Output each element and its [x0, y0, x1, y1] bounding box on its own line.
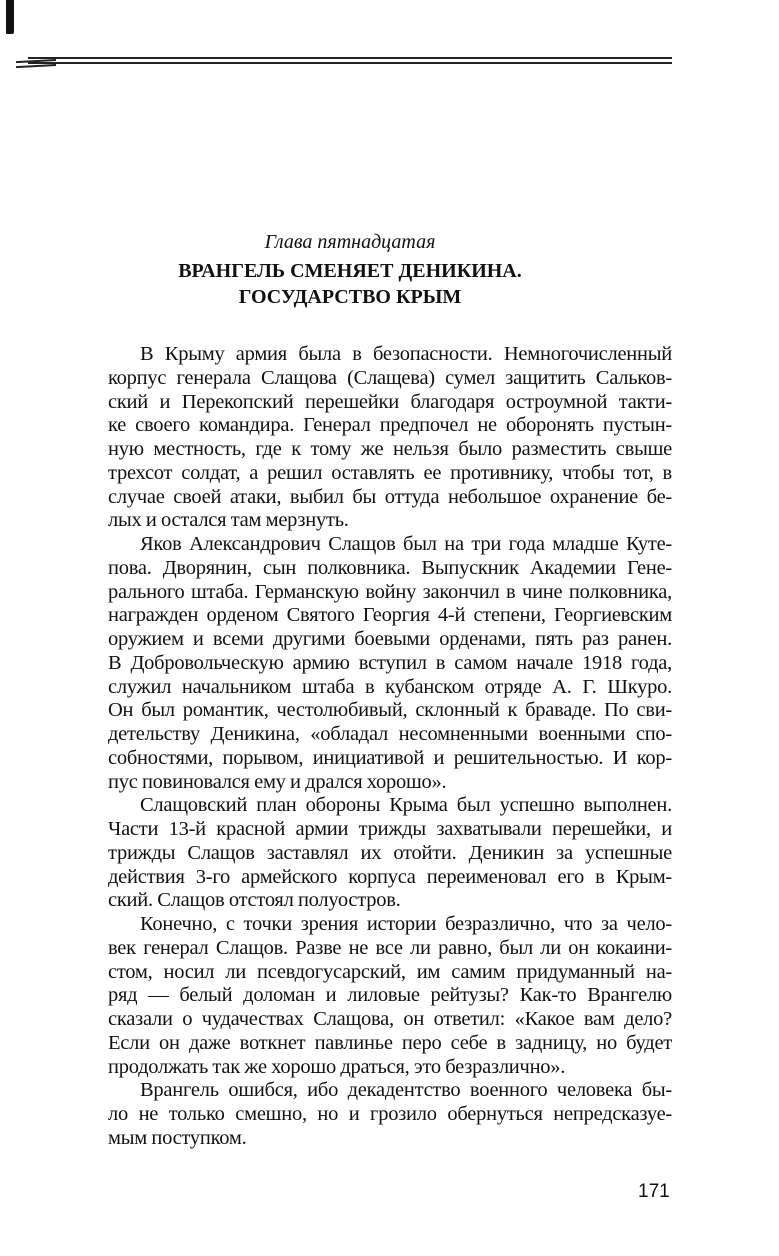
text-line: век генерал Слащов. Разве не все ли равно, был ли он кокаини- — [108, 936, 672, 959]
scan-edge-mark — [6, 0, 14, 34]
text-line: пова. Дворянин, сын полковника. Выпускник Академии Гене- — [108, 556, 672, 579]
text-line: награжден орденом Святого Георгия 4-й степени, Георгиевским — [108, 604, 672, 627]
text-line: лых и остался там мерзнуть. — [108, 509, 349, 532]
text-line: стом, носил ли псевдогусарский, им самим придуманный на- — [108, 960, 672, 983]
text-line: оружием и всеми другими боевыми орденами, пять раз ранен. — [108, 628, 672, 650]
text-line: Яков Александрович Слащов был на три года младше Куте- — [140, 533, 672, 555]
text-line: ряд — белый доломан и лиловые рейтузы? Как-то Врангелю — [108, 984, 672, 1007]
chapter-title — [0, 258, 700, 310]
text-line: ло не только смешно, но и грозило обернуться непредсказуе- — [108, 1103, 672, 1125]
header-rule-top — [28, 57, 672, 59]
chapter-title-line: ГОСУДАРСТВО КРЫМ — [238, 286, 462, 308]
text-line: Врангель ошибся, ибо декадентство военного человека бы- — [140, 1079, 672, 1102]
text-line: продолжать так же хорошо драться, это безразлично». — [108, 1055, 566, 1078]
text-line: детельству Деникина, «обладал несомненными военными спо- — [108, 723, 672, 745]
text-line: ную местность, где к тому же нельзя было разместить свыше — [108, 438, 672, 460]
text-line: пус повиновался ему и дрался хорошо». — [108, 770, 447, 793]
text-line: Конечно, с точки зрения истории безразлично, что за чело- — [140, 913, 672, 935]
text-line: Слащовский план обороны Крыма был успешно выполнен. — [140, 794, 672, 817]
paragraph — [108, 794, 672, 913]
text-line: трижды Слащов заставлял их отойти. Деникин за успешные — [108, 841, 672, 864]
text-line: сказали о чудачествах Слащова, он ответил: «Какое вам дело? — [108, 1008, 672, 1030]
text-line: Он был романтик, честолюбивый, склонный к браваде. По сви- — [108, 699, 672, 722]
text-line: ский. Слащов отстоял полуостров. — [108, 889, 401, 912]
text-line: собностями, порывом, инициативой и решительностью. И кор- — [108, 746, 672, 769]
text-line: Части 13-й красной армии трижды захватывали перешейки, и — [108, 818, 672, 840]
header-rule-bottom — [28, 62, 672, 64]
text-line: корпус генерала Слащова (Слащева) сумел защитить Сальков- — [108, 366, 672, 389]
paragraph — [108, 533, 672, 794]
text-line: трехсот солдат, а решил оставлять ее противнику, чтобы тот, в — [108, 461, 672, 484]
text-line: В Крыму армия была в безопасности. Немногочисленный — [140, 343, 672, 365]
text-line: случае своей атаки, выбил бы оттуда небольшое охранение бе- — [108, 485, 672, 508]
text-line: мым поступком. — [108, 1126, 247, 1149]
paragraph — [108, 1079, 672, 1150]
text-line: рального штаба. Германскую войну закончил в чине полковника, — [108, 580, 672, 603]
chapter-title-line: ВРАНГЕЛЬ СМЕНЯЕТ ДЕНИКИНА. — [178, 260, 522, 282]
text-line: ке своего командира. Генерал предпочел не оборонять пустын- — [108, 414, 672, 437]
text-line: действия 3-го армейского корпуса переименовал его в Крым- — [108, 865, 672, 888]
text-line: служил начальником штаба в кубанском отряде А. Г. Шкуро. — [108, 675, 672, 698]
chapter-label: Глава пятнадцатая — [264, 231, 436, 253]
paragraph — [108, 343, 672, 533]
page-number: 171 — [638, 1181, 670, 1202]
text-line: Если он даже воткнет павлинье перо себе в задницу, но будет — [108, 1031, 672, 1054]
text-line: В Добровольческую армию вступил в самом начале 1918 года, — [108, 651, 672, 674]
body-text — [108, 343, 672, 1151]
text-line: ский и Перекопский перешейки благодаря остроумной такти- — [108, 390, 672, 413]
paragraph — [108, 913, 672, 1079]
